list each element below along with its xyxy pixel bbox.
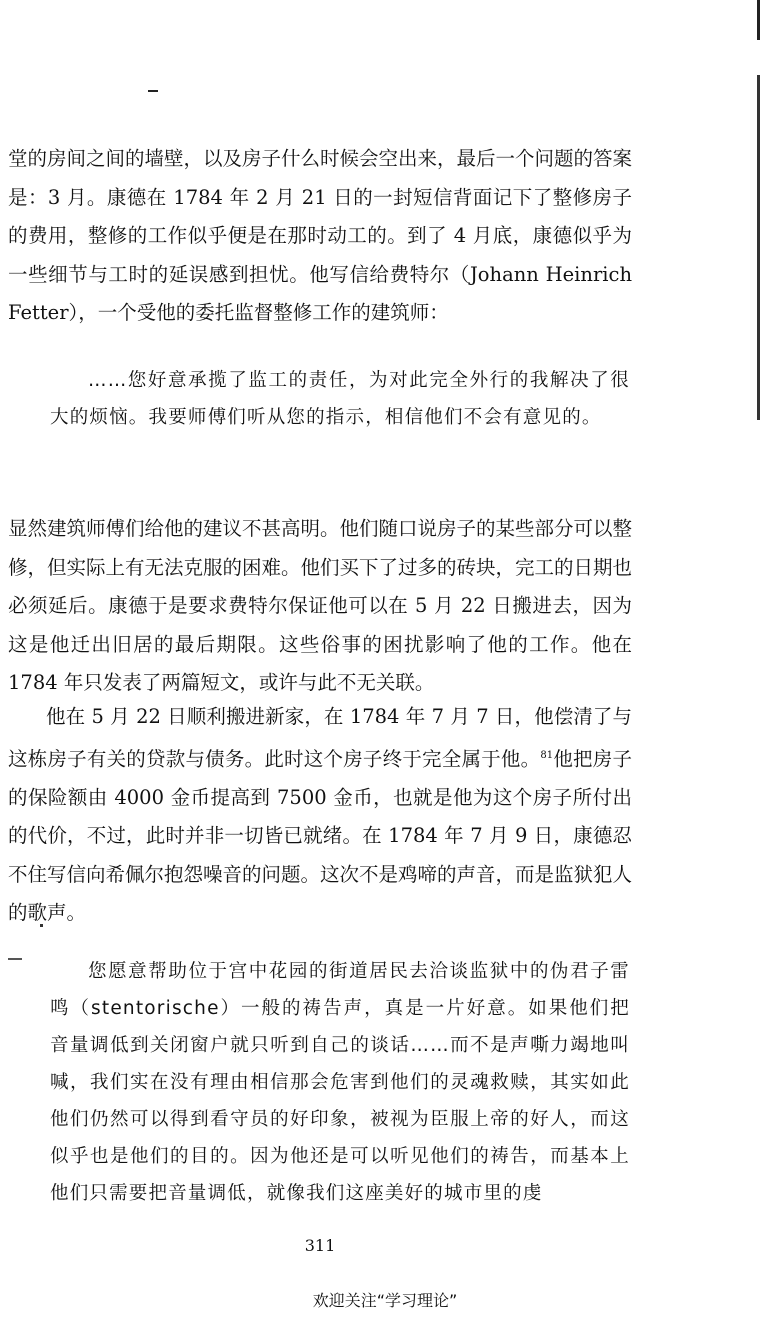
- paragraph-3-text: 他在 5 月 22 日顺利搬进新家，在 1784 年 7 月 7 日，他偿清了与这栋房子有关的贷款与债务。此时这个房子终于完全属于他。: [8, 705, 632, 770]
- footer-note: 欢迎关注“学习理论”: [312, 1291, 458, 1310]
- scan-mark: [148, 90, 158, 92]
- paragraph-3-continued: 他把房子的保险额由 4000 金币提高到 7500 金币，也就是他为这个房子所付出的代价，不过，此时并非一切皆已就绪。在 1784 年 7 月 9 日，康德忍不住写信向希佩尔抱怨噪音的问题。这次不是鸡啼的声音，而是监狱犯人的歌声。: [8, 747, 633, 924]
- page-number: 311: [304, 1236, 336, 1255]
- paragraph-3: [8, 698, 632, 933]
- footnote-ref: 81: [540, 749, 554, 761]
- scan-speck: [8, 958, 22, 960]
- block-quote-1: ……您好意承揽了监工的责任，为对此完全外行的我解决了很大的烦恼。我要师傅们听从您的指示，相信他们不会有意见的。: [50, 370, 630, 428]
- page-edge-shadow: [757, 0, 760, 1331]
- paragraph-1: 堂的房间之间的墙壁，以及房子什么时候会空出来，最后一个问题的答案是：3 月。康德在 1784 年 2 月 21 日的一封短信背面记下了整修房子的费用，整修的工作似乎便是在那时动工的。到了 4 月底，康德似乎为一些细节与工时的延误感到担忧。他写信给费特尔（Johann Heinrich Fetter），一个受他的委托监督整修工作的建筑师：: [8, 147, 633, 324]
- paragraph-2: 显然建筑师傅们给他的建议不甚高明。他们随口说房子的某些部分可以整修，但实际上有无法克服的困难。他们买下了过多的砖块，完工的日期也必须延后。康德于是要求费特尔保证他可以在 5 月 22 日搬进去，因为这是他迁出旧居的最后期限。这些俗事的困扰影响了他的工作。他在 1784 年只发表了两篇短文，或许与此不无关联。: [8, 517, 633, 694]
- block-quote-2: 您愿意帮助位于宫中花园的街道居民去洽谈监狱中的伪君子雷鸣（stentorische）一般的祷告声，真是一片好意。如果他们把音量调低到关闭窗户就只听到自己的谈话……而不是声嘶力竭地叫喊，我们实在没有理由相信那会危害到他们的灵魂救赎，其实如此他们仍然可以得到看守员的好印象，被视为臣服上帝的好人，而这似乎也是他们的目的。因为他还是可以听见他们的祷告，而基本上他们只需要把音量调低，就像我们这座美好的城市里的虔: [50, 961, 630, 1204]
